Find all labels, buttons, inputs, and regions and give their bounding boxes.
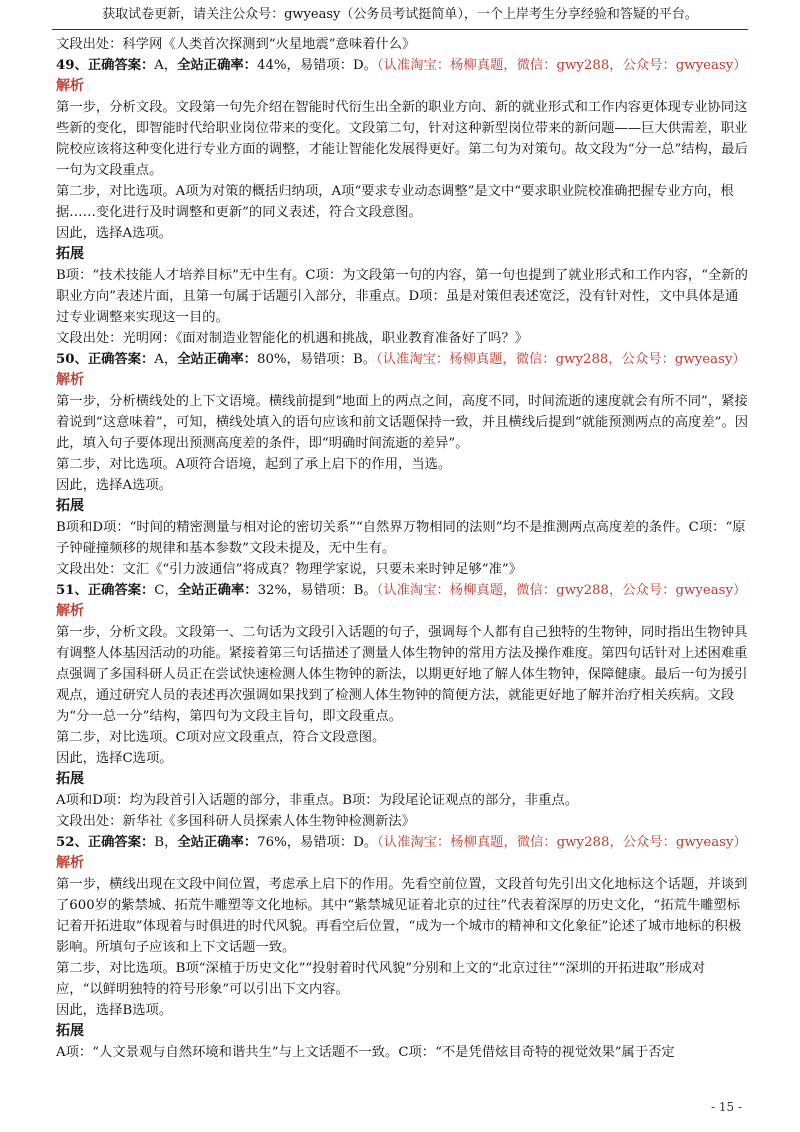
header-text: 获取试卷更新，请关注公众号：gwyeasy（公务员考试挺简单），一个上岸考生分享经验和答疑的平台。 — [102, 7, 698, 22]
extension-heading: 拓展 — [56, 771, 84, 787]
paragraph: 第二步，对比选项。A项为对策的概括归纳项，A项“要求专业动态调整”是文中“要求职业院校准确把握专业方向，根据……变化进行及时调整和更新”的同义表述，符合文段意图。 — [56, 184, 734, 220]
paragraph: 第二步，对比选项。A项符合语境，起到了承上启下的作用，当选。 — [56, 457, 452, 472]
extension-heading: 拓展 — [56, 246, 84, 262]
paragraph: 因此，选择C选项。 — [56, 751, 173, 766]
paragraph: 第二步，对比选项。B项“深植于历史文化”“投射着时代风貌”分别和上文的“北京过往”“深圳的开拓进取”形成对应，“以鲜明独特的符号形象”可以引出下文内容。 — [56, 961, 706, 997]
document-body — [56, 34, 750, 1063]
accuracy-label: 全站正确率： — [177, 58, 257, 73]
paragraph: 因此，选择A选项。 — [56, 226, 172, 241]
answer-label: 正确答案： — [87, 583, 155, 598]
analysis-heading: 解析 — [56, 78, 84, 94]
extension-heading: 拓展 — [56, 498, 84, 514]
paragraph: B项：“技术技能人才培养目标”无中生有。C项：为文段第一句的内容，第一句也提到了就业形式和工作内容，“全新的职业方向”表述片面，且第一句属于话题引入部分，非重点。D项：虽是对策但表述宽泛，没有针对性，文中具体是通过专业调整来实现这一目的。 — [56, 268, 748, 325]
promo-text: （认准淘宝：杨柳真题，微信：gwy288，公众号：gwyeasy） — [376, 352, 746, 367]
question-number: 49、 — [56, 58, 88, 73]
paragraph: 第一步，横线出现在文段中间位置，考虑承上启下的作用。先看空前位置，文段首句先引出文化地标这个话题，并谈到了600岁的紫禁城、拓荒牛雕塑等文化地标。其中“紫禁城见证着北京的过往”代表着深厚的历史文化，“拓荒牛雕塑标记着开拓进取”体现着与时俱进的时代风貌。再看空后位置，“成为一个城市的精神和文化象征”论述了城市地标的积极影响。所填句子应该和上下文话题一致。 — [56, 877, 748, 955]
answer-value: A， — [154, 58, 178, 73]
accuracy-value: 44%，易错项：D。 — [256, 58, 377, 73]
question-answer-line — [56, 580, 750, 601]
accuracy-value: 80%，易错项：B。 — [256, 352, 377, 367]
answer-label: 正确答案： — [87, 835, 155, 850]
question-number: 50、 — [56, 352, 88, 367]
question-answer-line — [56, 55, 750, 76]
paragraph: 因此，选择B选项。 — [56, 1003, 173, 1018]
paragraph: 文段出处：光明网：《面对制造业智能化的机遇和挑战，职业教育准备好了吗？》 — [56, 331, 529, 346]
paragraph: A项：“人文景观与自然环境和谐共生”与上文话题不一致。C项：“不是凭借炫目奇特的视觉效果”属于否定 — [56, 1045, 675, 1060]
accuracy-label: 全站正确率： — [177, 835, 258, 850]
accuracy-value: 76%，易错项：D。 — [257, 835, 378, 850]
paragraph: 文段出处：文汇《“引力波通信”将成真？物理学家说，只要未来时钟足够“准”》 — [56, 562, 522, 577]
paragraph: 第二步，对比选项。C项对应文段重点，符合文段意图。 — [56, 730, 386, 745]
promo-text: （认准淘宝：杨柳真题，微信：gwy288，公众号：gwyeasy） — [376, 583, 747, 598]
question-answer-line — [56, 349, 750, 370]
accuracy-value: 32%，易错项：B。 — [257, 583, 377, 598]
paragraph: 因此，选择A选项。 — [56, 478, 172, 493]
analysis-heading: 解析 — [56, 603, 84, 619]
analysis-heading: 解析 — [56, 372, 84, 388]
accuracy-label: 全站正确率： — [177, 583, 258, 598]
page-header — [0, 0, 800, 30]
extension-heading: 拓展 — [56, 1023, 84, 1039]
paragraph: 第一步，分析横线处的上下文语境。横线前提到“地面上的两点之间，高度不同，时间流逝的速度就会有所不同”，紧接着说到“这意味着”，可知，横线处填入的语句应该和前文话题保持一致，并且横线后提到“就能预测两点的高度差”。因此，填入句子要体现出预测高度差的条件，即“明确时间流逝的差异”。 — [56, 394, 749, 451]
accuracy-label: 全站正确率： — [177, 352, 257, 367]
promo-text: （认准淘宝：杨柳真题，微信：gwy288，公众号：gwyeasy） — [377, 835, 747, 850]
paragraph: B项和D项：“时间的精密测量与相对论的密切关系”“自然界万物相同的法则”均不是推测两点高度差的条件。C项：“原子钟碰撞频移的规律和基本参数”文段未提及，无中生有。 — [56, 520, 746, 556]
analysis-heading: 解析 — [56, 855, 84, 871]
answer-value: A， — [154, 352, 178, 367]
paragraph: 文段出处：新华社《多国科研人员探索人体生物钟检测新法》 — [56, 814, 416, 829]
question-number: 52、 — [56, 835, 88, 850]
question-number: 51、 — [56, 583, 88, 598]
page-number: - 15 - — [710, 1100, 742, 1114]
answer-label: 正确答案： — [87, 352, 155, 367]
question-answer-line — [56, 832, 750, 853]
answer-value: C， — [154, 583, 178, 598]
header-rule — [52, 29, 748, 30]
promo-text: （认准淘宝：杨柳真题，微信：gwy288，公众号：gwyeasy） — [376, 58, 747, 73]
paragraph: 文段出处：科学网《人类首次探测到“火星地震”意味着什么》 — [56, 37, 416, 52]
paragraph: 第一步，分析文段。文段第一句先介绍在智能时代衍生出全新的职业方向、新的就业形式和工作内容更体现专业协同这些新的变化，即智能时代给职业岗位带来的变化。文段第二句，针对这种新型岗位带来的新问题——巨大供需差，职业院校应该将这种变化进行专业方面的调整，才能让智能化发展得更好。第二句为对策句。故文段为“分一总”结构，最后一句为文段重点。 — [56, 100, 748, 178]
answer-value: B， — [154, 835, 178, 850]
paragraph: A项和D项：均为段首引入话题的部分，非重点。B项：为段尾论证观点的部分，非重点。 — [56, 793, 579, 808]
answer-label: 正确答案： — [87, 58, 155, 73]
paragraph: 第一步，分析文段。文段第一、二句话为文段引入话题的句子，强调每个人都有自己独特的生物钟，同时指出生物钟具有调整人体基因活动的功能。紧接着第三句话描述了测量人体生物钟的常用方法及操作难度。第四句话针对上述困难重点强调了多国科研人员正在尝试快速检测人体生物钟的新法，以期更好地了解人体生物钟，保障健康。最后一句为援引观点，通过研究人员的表述再次强调如果找到了检测人体生物钟的简便方法，就能更好地了解并治疗相关疾病。文段为“分一总一分”结构，第四句为文段主旨句，即文段重点。 — [56, 625, 748, 724]
